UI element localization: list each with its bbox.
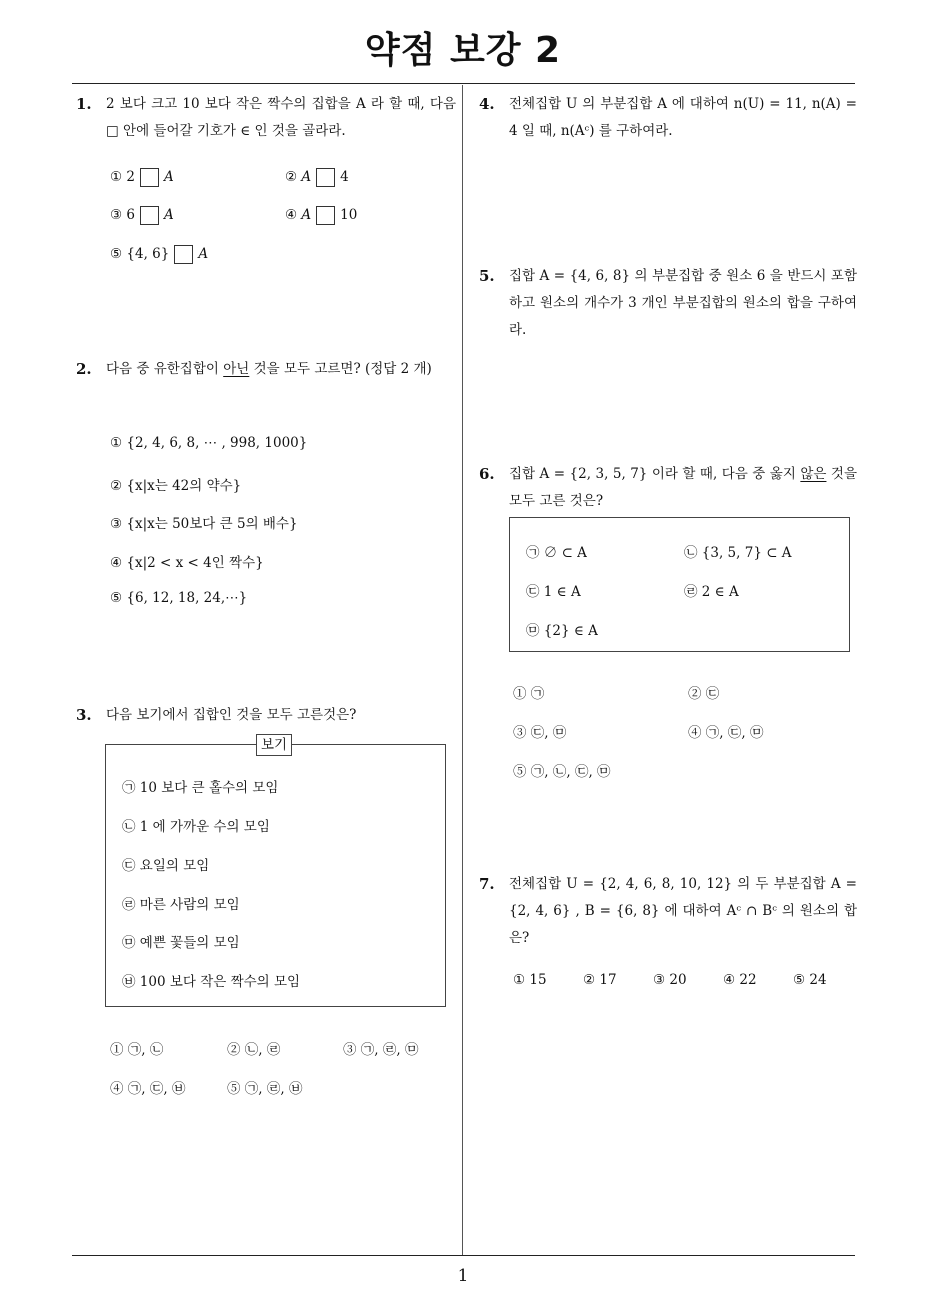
bogi-item: ㉠ 10 보다 큰 홀수의 모임	[122, 780, 279, 796]
q6-option-4[interactable]: ④ ㉠, ㉢, ㉤	[688, 725, 764, 741]
bogi-label: 보기	[256, 734, 292, 756]
box-item: ㉣ 2 ∈ A	[684, 584, 739, 600]
question-text: 다음 보기에서 집합인 것을 모두 고른것은?	[106, 707, 357, 723]
box-item: ㉡ {3, 5, 7} ⊂ A	[684, 545, 792, 561]
q7-option-4[interactable]: ④ 22	[723, 972, 757, 988]
question-7	[479, 871, 857, 952]
q1-option-1[interactable]: ① 2 A	[110, 169, 174, 185]
q3-option-2[interactable]: ② ㉡, ㉣	[227, 1042, 281, 1058]
q7-option-3[interactable]: ③ 20	[653, 972, 687, 988]
q3-option-1[interactable]: ① ㉠, ㉡	[110, 1042, 164, 1058]
q1-option-4[interactable]: ④ A 10	[285, 207, 358, 223]
question-2	[76, 356, 456, 383]
question-number: 2.	[76, 360, 92, 378]
bogi-box	[105, 737, 446, 1007]
question-1	[76, 91, 456, 145]
bogi-item: ㉢ 요일의 모임	[122, 858, 210, 874]
q6-option-3[interactable]: ③ ㉢, ㉤	[513, 725, 567, 741]
underlined-word: 않은	[800, 466, 827, 482]
q7-option-2[interactable]: ② 17	[583, 972, 617, 988]
q6-option-2[interactable]: ② ㉢	[688, 686, 720, 702]
page-title: 약점 보강 2	[364, 30, 562, 71]
question-number: 4.	[479, 95, 495, 113]
q1-option-5[interactable]: ⑤ {4, 6} A	[110, 246, 209, 262]
blank-box	[140, 206, 159, 225]
question-text: 전체집합 U 의 부분집합 A 에 대하여 n(U) = 11, n(A) = 4 일 때, n(Aᶜ) 를 구하여라.	[509, 96, 857, 139]
q7-option-1[interactable]: ① 15	[513, 972, 547, 988]
question-text: 전체집합 U = {2, 4, 6, 8, 10, 12} 의 두 부분집합 A = {2, 4, 6} , B = {6, 8} 에 대하여 Aᶜ ∩ Bᶜ 의 원소의 합은?	[509, 876, 857, 946]
box-item: ㉢ 1 ∈ A	[526, 584, 581, 600]
question-text: 다음 중 유한집합이 아닌 것을 모두 고르면? (정답 2 개)	[106, 361, 432, 377]
blank-box	[316, 168, 335, 187]
bogi-item: ㉡ 1 에 가까운 수의 모임	[122, 819, 270, 835]
q1-option-2[interactable]: ② A 4	[285, 169, 349, 185]
column-divider	[462, 85, 463, 1255]
question-4	[479, 91, 857, 145]
bogi-item: ㉣ 마른 사람의 모임	[122, 897, 240, 913]
q7-option-5[interactable]: ⑤ 24	[793, 972, 827, 988]
bogi-item: ㉤ 예쁜 꽃들의 모임	[122, 935, 240, 951]
question-number: 1.	[76, 95, 92, 113]
q6-option-5[interactable]: ⑤ ㉠, ㉡, ㉢, ㉤	[513, 764, 611, 780]
box-item: ㉤ {2} ∈ A	[526, 623, 598, 639]
question-5	[479, 263, 857, 344]
question-text: 집합 A = {2, 3, 5, 7} 이라 할 때, 다음 중 옳지 않은 것을 모두 고른 것은?	[509, 466, 858, 509]
question-3	[76, 702, 456, 729]
bottom-rule	[72, 1255, 855, 1256]
question-number: 7.	[479, 875, 495, 893]
blank-box	[140, 168, 159, 187]
question-text: 집합 A = {4, 6, 8} 의 부분집합 중 원소 6 을 반드시 포함하고 원소의 개수가 3 개인 부분집합의 원소의 합을 구하여라.	[509, 268, 857, 338]
bogi-item: ㉥ 100 보다 작은 짝수의 모임	[122, 974, 301, 990]
top-rule	[72, 83, 855, 84]
q2-option-5[interactable]: ⑤ {6, 12, 18, 24,⋯}	[110, 590, 248, 606]
q3-option-4[interactable]: ④ ㉠, ㉢, ㉥	[110, 1081, 186, 1097]
blank-box	[174, 245, 193, 264]
question-text: 2 보다 크고 10 보다 작은 짝수의 집합을 A 라 할 때, 다음 □ 안에 들어갈 기호가 ∈ 인 것을 골라라.	[106, 96, 456, 139]
question-6	[479, 461, 857, 515]
underlined-word: 아닌	[223, 361, 250, 377]
q2-option-3[interactable]: ③ {x|x는 50보다 큰 5의 배수}	[110, 516, 298, 532]
question-number: 3.	[76, 706, 92, 724]
blank-box	[316, 206, 335, 225]
q6-option-1[interactable]: ① ㉠	[513, 686, 545, 702]
q3-option-5[interactable]: ⑤ ㉠, ㉣, ㉥	[227, 1081, 303, 1097]
q2-option-4[interactable]: ④ {x|2 < x < 4인 짝수}	[110, 555, 264, 571]
q2-option-1[interactable]: ① {2, 4, 6, 8, ⋯ , 998, 1000}	[110, 435, 308, 451]
box-item: ㉠ ∅ ⊂ A	[526, 545, 587, 561]
condition-box	[509, 517, 850, 652]
q3-option-3[interactable]: ③ ㉠, ㉣, ㉤	[343, 1042, 419, 1058]
q1-option-3[interactable]: ③ 6 A	[110, 207, 174, 223]
question-number: 6.	[479, 465, 495, 483]
question-number: 5.	[479, 267, 495, 285]
q2-option-2[interactable]: ② {x|x는 42의 약수}	[110, 478, 242, 494]
page-number: 1	[457, 1266, 469, 1286]
